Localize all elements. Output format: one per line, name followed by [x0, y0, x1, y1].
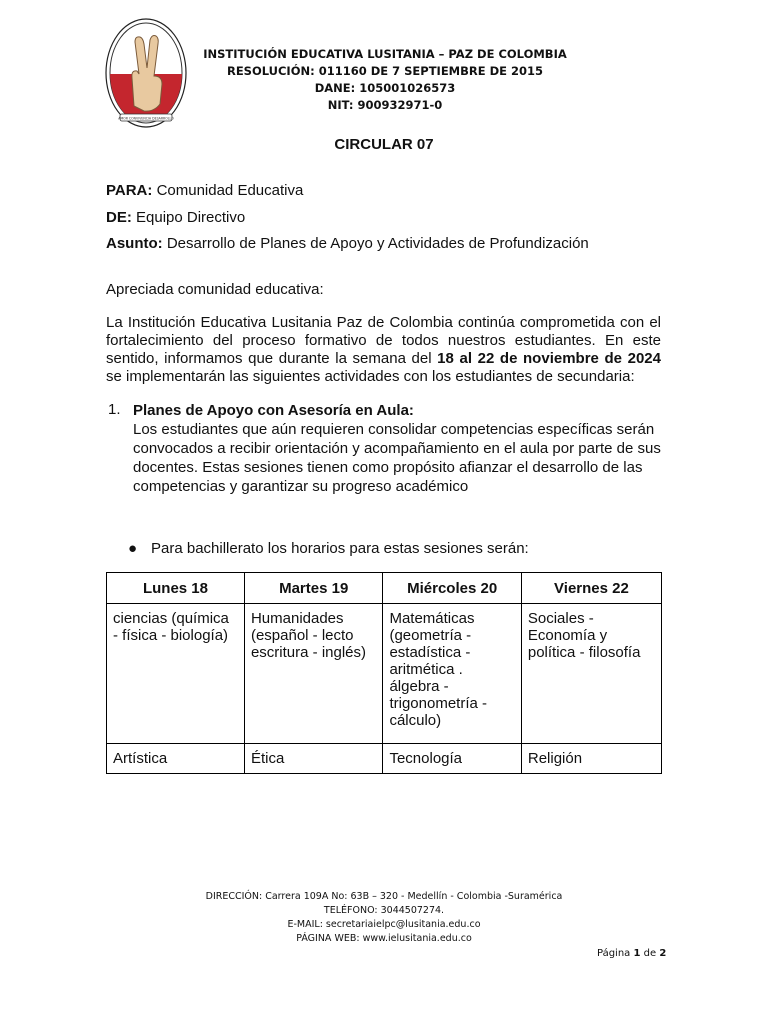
- dane-line: DANE: 105001026573: [314, 81, 456, 95]
- table-cell: Sociales - Economía y política - filosofía: [521, 604, 661, 744]
- page-total: 2: [659, 948, 667, 959]
- header-tuesday: Martes 19: [244, 573, 382, 604]
- para-value: Comunidad Educativa: [156, 182, 304, 199]
- asunto-value: Desarrollo de Planes de Apoyo y Actividades de Profundización: [166, 235, 589, 252]
- intro-text-end: se implementarán las siguientes actividades con los estudiantes de secundaria:: [106, 368, 635, 385]
- bullet-text: Para bachillerato los horarios para estas sesiones serán:: [151, 540, 529, 557]
- footer-contact: [0, 890, 768, 946]
- nit-line: NIT: 900932971-0: [327, 98, 443, 112]
- footer-web: PÁGINA WEB: www.ielusitania.edu.co: [296, 933, 472, 944]
- list-item: [133, 401, 661, 496]
- para-line: [106, 182, 303, 199]
- intro-paragraph: [106, 314, 661, 386]
- list-item-number: 1.: [108, 401, 121, 418]
- intro-date-range: 18 al 22 de noviembre de 2024: [437, 350, 661, 367]
- table-cell: Matemáticas (geometría - estadística - aritmética . álgebra - trigonometría - cálculo): [383, 604, 521, 744]
- de-label: DE:: [106, 209, 132, 226]
- school-crest-logo: [104, 16, 188, 130]
- logo-motto: AMOR CONVIVENCIA DESARROLLO: [118, 116, 174, 121]
- page-number: [597, 948, 666, 959]
- header-wednesday: Miércoles 20: [383, 573, 521, 604]
- page-current: 1: [633, 948, 641, 959]
- resolution-line: RESOLUCIÓN: 011160 DE 7 SEPTIEMBRE DE 2015: [226, 64, 544, 78]
- table-row: [107, 744, 662, 774]
- table-cell: Tecnología: [383, 744, 521, 774]
- table-cell: Ética: [244, 744, 382, 774]
- para-label: PARA:: [106, 182, 153, 199]
- institution-name: INSTITUCIÓN EDUCATIVA LUSITANIA – PAZ DE COLOMBIA: [203, 47, 567, 61]
- header-monday: Lunes 18: [107, 573, 245, 604]
- asunto-label: Asunto:: [106, 235, 163, 252]
- page-sep: de: [640, 948, 660, 959]
- table-cell: Religión: [521, 744, 661, 774]
- institution-header: [195, 46, 575, 114]
- de-value: Equipo Directivo: [136, 209, 246, 226]
- greeting: Apreciada comunidad educativa:: [106, 281, 324, 298]
- page-prefix: Página: [597, 948, 634, 959]
- de-line: [106, 209, 245, 226]
- table-row: [107, 604, 662, 744]
- footer-email: E-MAIL: secretariaielpc@lusitania.edu.co: [287, 919, 481, 930]
- footer-phone: TELÉFONO: 3044507274.: [323, 905, 445, 916]
- intro-text-start: La Institución Educativa Lusitania Paz de Colombia continúa comprometida con el fortalecimiento del proceso formativo de todos nuestros estudiantes. En este sentido, informamos que durante la semana del: [106, 314, 661, 367]
- table-header-row: [107, 573, 662, 604]
- asunto-line: [106, 235, 589, 252]
- schedule-table: [106, 572, 662, 774]
- table-cell: Artística: [107, 744, 245, 774]
- list-item-title: Planes de Apoyo con Asesoría en Aula:: [133, 402, 414, 419]
- footer-address: DIRECCIÓN: Carrera 109A No: 63B – 320 - Medellín - Colombia -Suramérica: [205, 891, 563, 902]
- table-cell: Humanidades (español - lecto escritura - inglés): [244, 604, 382, 744]
- table-cell: ciencias (química - física - biología): [107, 604, 245, 744]
- circular-title: CIRCULAR 07: [334, 136, 434, 153]
- bullet-icon: ●: [128, 540, 138, 557]
- header-friday: Viernes 22: [521, 573, 661, 604]
- list-item-body: Los estudiantes que aún requieren consolidar competencias específicas serán convocados a recibir orientación y acompañamiento en el aula por parte de sus docentes. Estas sesiones tienen como propósito afianzar el desarrollo de las competencias y garantizar su progreso académico: [133, 421, 661, 495]
